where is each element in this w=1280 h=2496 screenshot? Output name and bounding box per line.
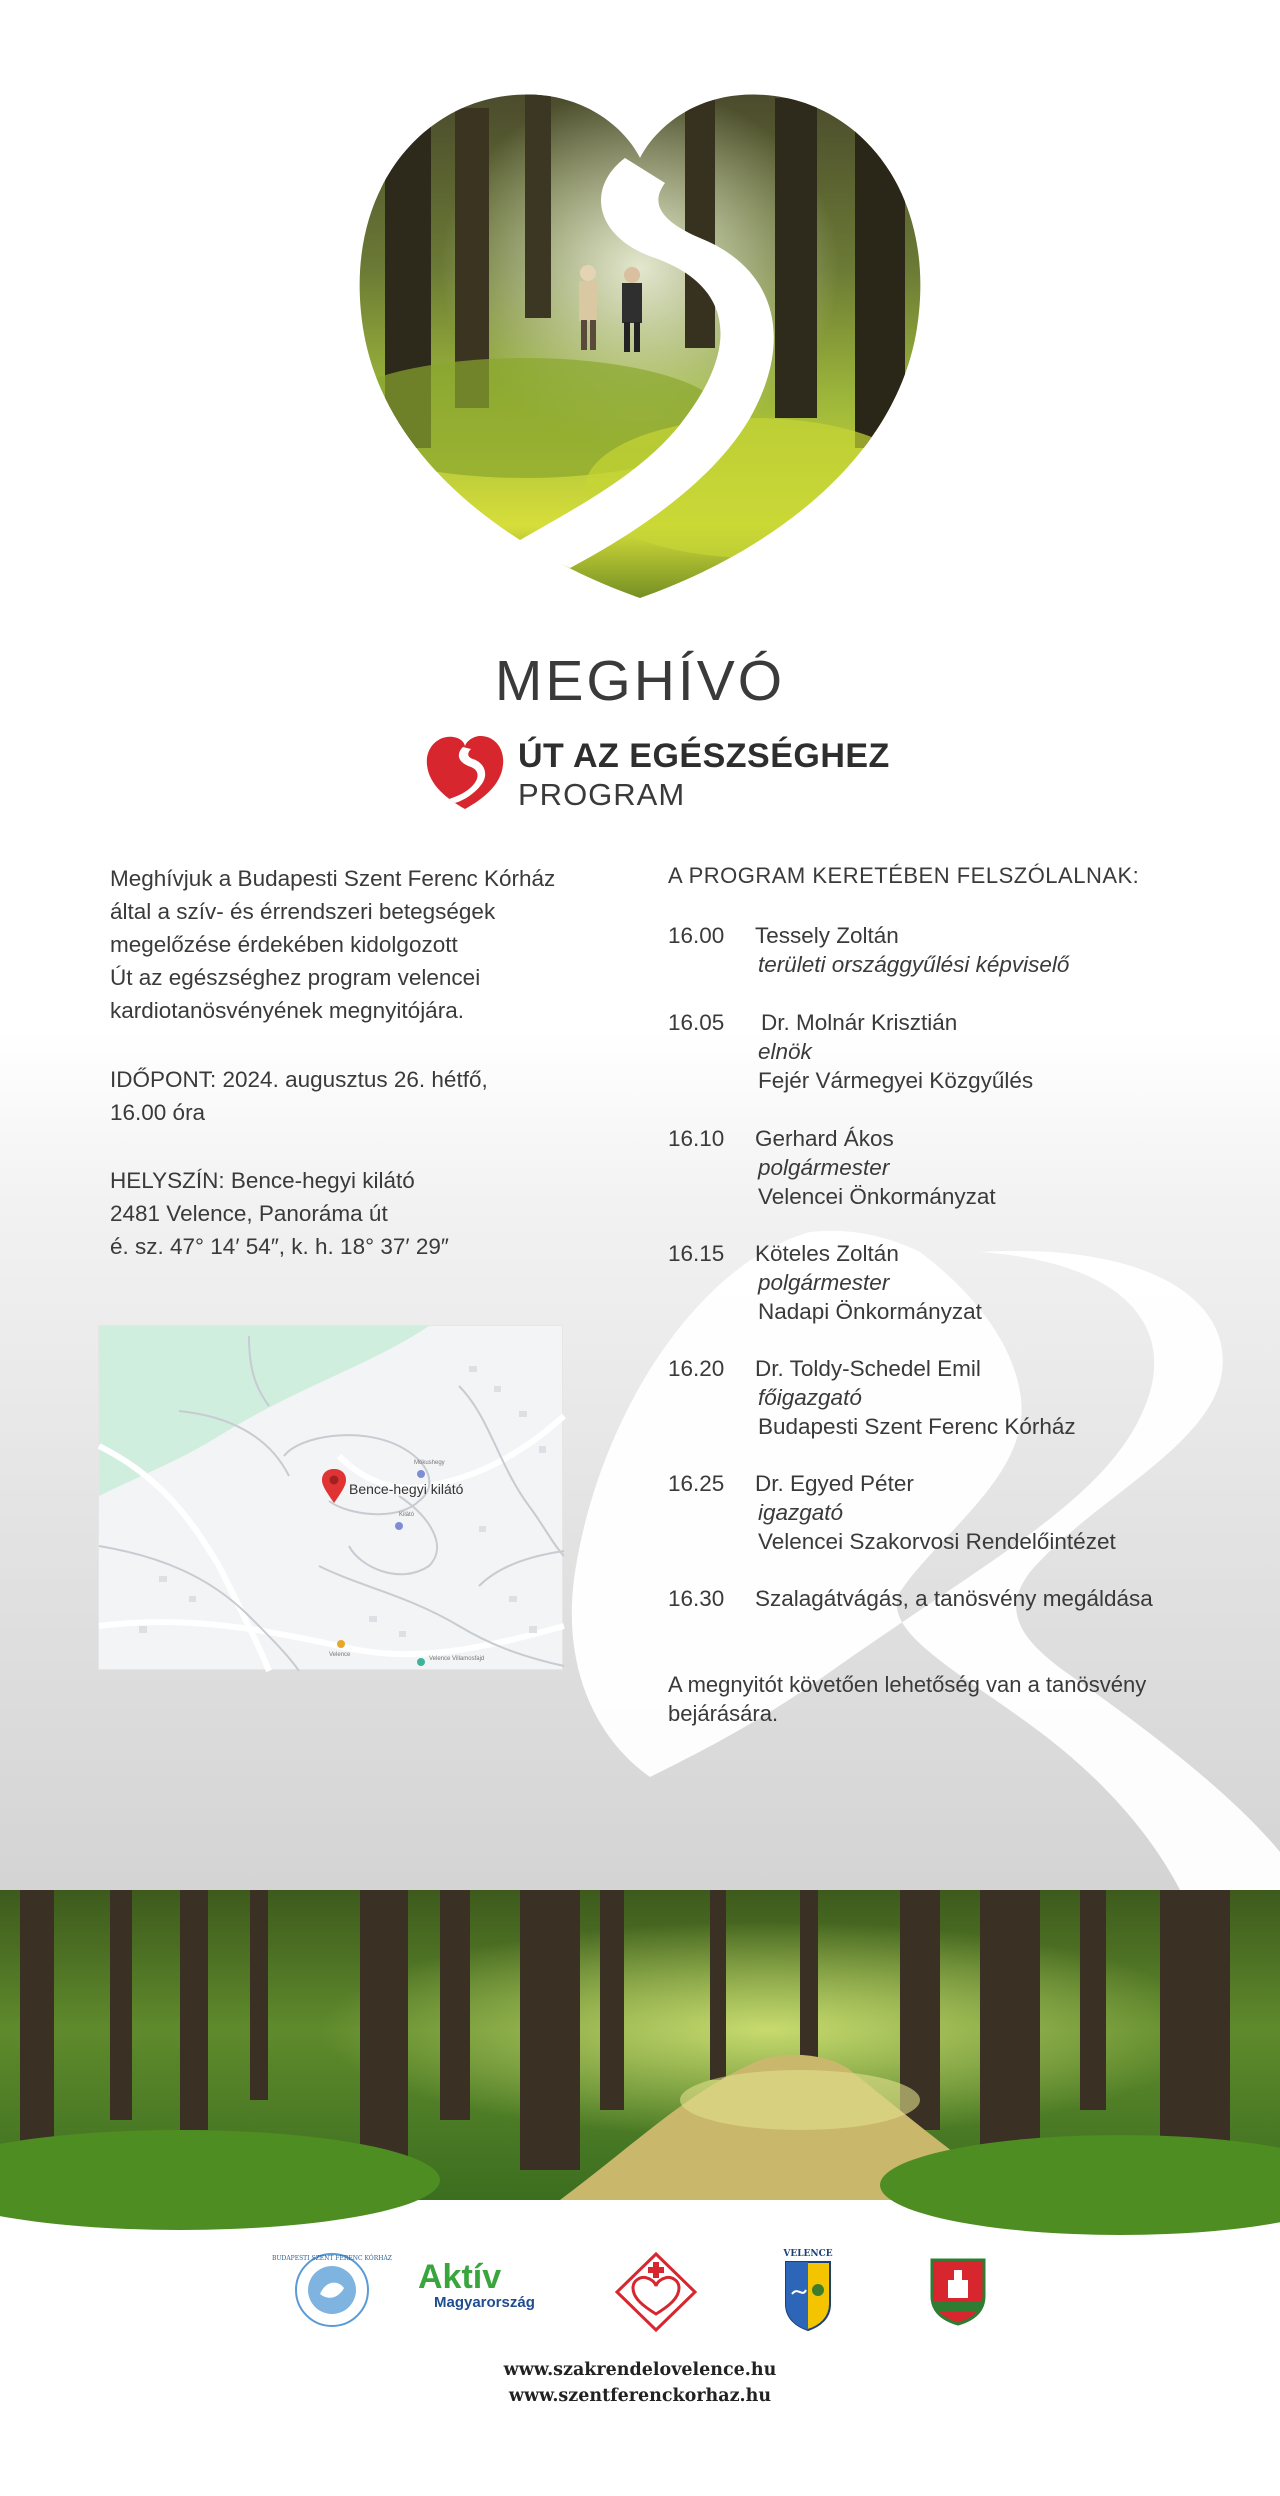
- aktiv-logo-word: Aktív: [418, 2258, 502, 2296]
- speaker-role: területi országgyűlési képviselő: [758, 952, 1070, 977]
- intro-line: Út az egészséghez program velencei: [110, 965, 481, 990]
- website-links: [0, 2357, 1280, 2409]
- closing-note: A megnyitót követően lehetőség van a tanösvény bejárására.: [668, 1672, 1147, 1726]
- schedule-item: [668, 1354, 1228, 1441]
- intro-line: megelőzése érdekében kidolgozott: [110, 932, 458, 957]
- location-map[interactable]: [98, 1325, 563, 1670]
- url-szakrendelo[interactable]: www.szakrendelovelence.hu: [503, 2360, 777, 2380]
- heart-logo-icon: [425, 733, 505, 813]
- map-small-label: Mókushegy: [414, 1460, 445, 1466]
- speaker-name: Köteles Zoltán: [755, 1241, 899, 1266]
- speaker-organization: Nadapi Önkormányzat: [758, 1299, 982, 1324]
- speaker-role: elnök: [758, 1039, 812, 1064]
- schedule-item: [668, 1239, 1228, 1326]
- intro-line: kardiotanösvényének megnyitójára.: [110, 998, 464, 1023]
- place-address: 2481 Velence, Panoráma út: [110, 1201, 388, 1226]
- schedule-item: [668, 921, 1228, 979]
- intro-line: Meghívjuk a Budapesti Szent Ferenc Kórház: [110, 866, 556, 891]
- map-small-label: Velence: [329, 1652, 351, 1658]
- velence-logo-text: VELENCE: [783, 2249, 833, 2259]
- event-date: [110, 1063, 610, 1129]
- speaker-name: Dr. Molnár Krisztián: [761, 1010, 958, 1035]
- url-szentferenc[interactable]: www.szentferenckorhaz.hu: [508, 2386, 772, 2406]
- intro-paragraph: [110, 862, 610, 1027]
- map-pin-label: Bence-hegyi kilátó: [349, 1481, 464, 1497]
- speaker-organization: Velencei Szakorvosi Rendelőintézet: [758, 1529, 1116, 1554]
- speaker-name: Tessely Zoltán: [755, 923, 899, 948]
- intro-line: által a szív- és érrendszeri betegségek: [110, 899, 496, 924]
- schedule-time: 16.30: [668, 1586, 725, 1611]
- speaker-organization: Velencei Önkormányzat: [758, 1184, 996, 1209]
- schedule-time: 16.10: [668, 1126, 725, 1151]
- speaker-role: főigazgató: [758, 1385, 862, 1410]
- ceremony-name: Szalagátvágás, a tanösvény megáldása: [755, 1586, 1153, 1611]
- schedule-time: 16.20: [668, 1356, 725, 1381]
- forest-path-photo: [0, 1890, 1280, 2200]
- program-logo: [425, 733, 890, 823]
- speaker-organization: Budapesti Szent Ferenc Kórház: [758, 1414, 1076, 1439]
- speaker-name: Dr. Toldy-Schedel Emil: [755, 1356, 981, 1381]
- partner-logos: [0, 2240, 1280, 2360]
- speaker-role: polgármester: [758, 1155, 890, 1180]
- speaker-role: igazgató: [758, 1500, 844, 1525]
- speaker-name: Dr. Egyed Péter: [755, 1471, 914, 1496]
- schedule-item: [668, 1008, 1228, 1095]
- page-title: MEGHÍVÓ: [494, 649, 786, 713]
- heart-forest-photo: [355, 88, 925, 603]
- hospital-logo-text: BUDAPESTI SZENT FERENC KÓRHÁZ: [272, 2255, 392, 2262]
- hospital-logo: [272, 2250, 392, 2330]
- aktiv-logo-country: Magyarország: [434, 2294, 535, 2311]
- speaker-role: polgármester: [758, 1270, 890, 1295]
- schedule-time: 16.05: [668, 1010, 725, 1035]
- schedule-item: [668, 1584, 1228, 1613]
- velence-coat-of-arms: [780, 2246, 836, 2332]
- date-line: IDŐPONT: 2024. augusztus 26. hétfő,: [110, 1067, 488, 1092]
- schedule-item: [668, 1124, 1228, 1211]
- speaker-organization: Fejér Vármegyei Közgyűlés: [758, 1068, 1034, 1093]
- map-small-label: Velence Villamosfajd: [429, 1656, 485, 1662]
- map-small-label: Kilátó: [399, 1512, 415, 1518]
- program-name-line1: ÚT AZ EGÉSZSÉGHEZ: [518, 737, 890, 775]
- schedule-heading: A PROGRAM KERETÉBEN FELSZÓLALNAK:: [668, 863, 1140, 888]
- time-line: 16.00 óra: [110, 1100, 206, 1125]
- nadap-coat-of-arms: [928, 2256, 988, 2326]
- event-place: [110, 1164, 610, 1263]
- map-pin-icon[interactable]: [321, 1468, 347, 1504]
- place-coordinates: é. sz. 47° 14′ 54″, k. h. 18° 37′ 29″: [110, 1234, 449, 1259]
- clinic-logo: [615, 2252, 697, 2332]
- program-name-line2: PROGRAM: [518, 777, 686, 812]
- aktiv-magyarorszag-logo: [418, 2260, 578, 2311]
- schedule-time: 16.00: [668, 923, 725, 948]
- speaker-name: Gerhard Ákos: [755, 1126, 894, 1151]
- schedule-time: 16.25: [668, 1471, 725, 1496]
- schedule-time: 16.15: [668, 1241, 725, 1266]
- schedule-item: [668, 1469, 1228, 1556]
- place-name: HELYSZÍN: Bence-hegyi kilátó: [110, 1168, 415, 1193]
